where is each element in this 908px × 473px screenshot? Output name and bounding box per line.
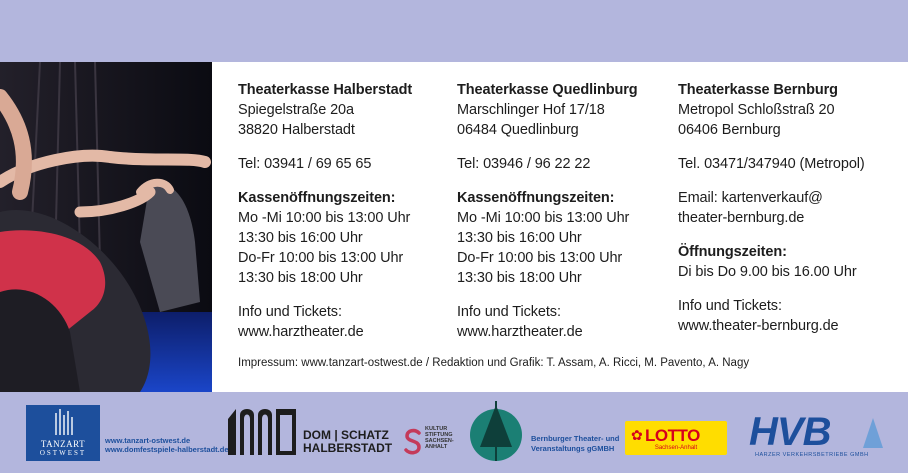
- tanzart-mark-icon: [26, 405, 100, 439]
- hours-line: 13:30 bis 18:00 Uhr: [457, 270, 582, 286]
- hvb-name: HVB: [749, 410, 831, 454]
- address-city: 06484 Quedlinburg: [457, 122, 579, 138]
- lotto-region: Sachsen-Anhalt: [654, 445, 698, 451]
- column-title: Theaterkasse Halberstadt: [238, 82, 413, 98]
- kulturstiftung-text: KULTUR STIFTUNG SACHSEN-ANHALT: [425, 426, 454, 450]
- phone-number: Tel. 03471/347940 (Metropol): [678, 156, 865, 172]
- column-title: Theaterkasse Quedlinburg: [457, 82, 638, 98]
- column-title: Theaterkasse Bernburg: [678, 82, 838, 98]
- box-office-info: [212, 62, 908, 392]
- address-street: Marschlinger Hof 17/18: [457, 102, 605, 118]
- bernburger-theater-text: [531, 434, 619, 454]
- address-street: Metropol Schloßstraß 20: [678, 102, 835, 118]
- email-line[interactable]: Email: kartenverkauf@: [678, 190, 823, 206]
- dance-photo: [0, 62, 212, 392]
- website-link[interactable]: www.harztheater.de: [238, 324, 364, 340]
- kulturstiftung-s-icon: [403, 428, 423, 456]
- phone-number: Tel: 03946 / 96 22 22: [457, 156, 591, 172]
- clover-icon: ✿: [631, 427, 643, 443]
- column-quedlinburg: [457, 80, 667, 342]
- hvb-subname: HARZER VERKEHRSBETRIEBE GMBH: [755, 452, 869, 458]
- bernburger-line1: Bernburger Theater- und: [531, 434, 620, 443]
- domschatz-icon: [226, 405, 298, 457]
- domschatz-line2: HALBERSTADT: [303, 441, 393, 455]
- hours-heading: Öffnungszeiten:: [678, 244, 787, 260]
- lotto-logo: [625, 421, 727, 455]
- impressum: Impressum: www.tanzart-ostwest.de / Redaktion und Grafik: T. Assam, A. Ricci, M. Pavento, A. Nagy: [238, 357, 750, 369]
- tanzart-links: [105, 436, 229, 454]
- hours-line: Do-Fr 10:00 bis 13:00 Uhr: [238, 250, 404, 266]
- hours-heading: Kassenöffnungszeiten:: [457, 190, 615, 206]
- hours-line: 13:30 bis 16:00 Uhr: [457, 230, 582, 246]
- info-label: Info und Tickets:: [678, 298, 782, 314]
- top-band: [0, 0, 908, 62]
- kulturstiftung-logo: [403, 426, 454, 461]
- domschatz-line1: DOM | SCHATZ: [303, 428, 389, 442]
- hours-line: Mo -Mi 10:00 bis 13:00 Uhr: [457, 210, 630, 226]
- address-city: 06406 Bernburg: [678, 122, 781, 138]
- column-halberstadt: [238, 80, 448, 342]
- info-label: Info und Tickets:: [238, 304, 342, 320]
- domschatz-mark: [226, 405, 298, 462]
- column-bernburg: [678, 80, 903, 336]
- info-label: Info und Tickets:: [457, 304, 561, 320]
- bernburger-theater-logo: [468, 399, 524, 470]
- hours-line: Di bis Do 9.00 bis 16.00 Uhr: [678, 264, 857, 280]
- address-street: Spiegelstraße 20a: [238, 102, 354, 118]
- theater-emblem-icon: [468, 399, 524, 465]
- domschatz-text: [303, 429, 392, 455]
- hvb-sail-icon: [861, 414, 887, 450]
- bernburger-line2: Veranstaltungs gGMBH: [531, 444, 615, 453]
- website-link[interactable]: www.harztheater.de: [457, 324, 583, 340]
- phone-number: Tel: 03941 / 69 65 65: [238, 156, 372, 172]
- hours-line: 13:30 bis 16:00 Uhr: [238, 230, 363, 246]
- tanzart-link[interactable]: www.tanzart-ostwest.de: [105, 436, 191, 445]
- sponsor-footer: [0, 392, 908, 473]
- festival-link[interactable]: www.domfestspiele-halberstadt.de: [105, 445, 229, 454]
- hours-heading: Kassenöffnungszeiten:: [238, 190, 396, 206]
- tanzart-name: TANZART: [40, 439, 86, 449]
- address-city: 38820 Halberstadt: [238, 122, 355, 138]
- hours-line: Do-Fr 10:00 bis 13:00 Uhr: [457, 250, 623, 266]
- website-link[interactable]: www.theater-bernburg.de: [678, 318, 839, 334]
- tanzart-subname: OSTWEST: [39, 449, 87, 457]
- tanzart-logo[interactable]: [26, 405, 100, 461]
- hours-line: 13:30 bis 18:00 Uhr: [238, 270, 363, 286]
- email-line[interactable]: theater-bernburg.de: [678, 210, 805, 226]
- hours-line: Mo -Mi 10:00 bis 13:00 Uhr: [238, 210, 411, 226]
- lotto-name: LOTTO: [645, 426, 700, 445]
